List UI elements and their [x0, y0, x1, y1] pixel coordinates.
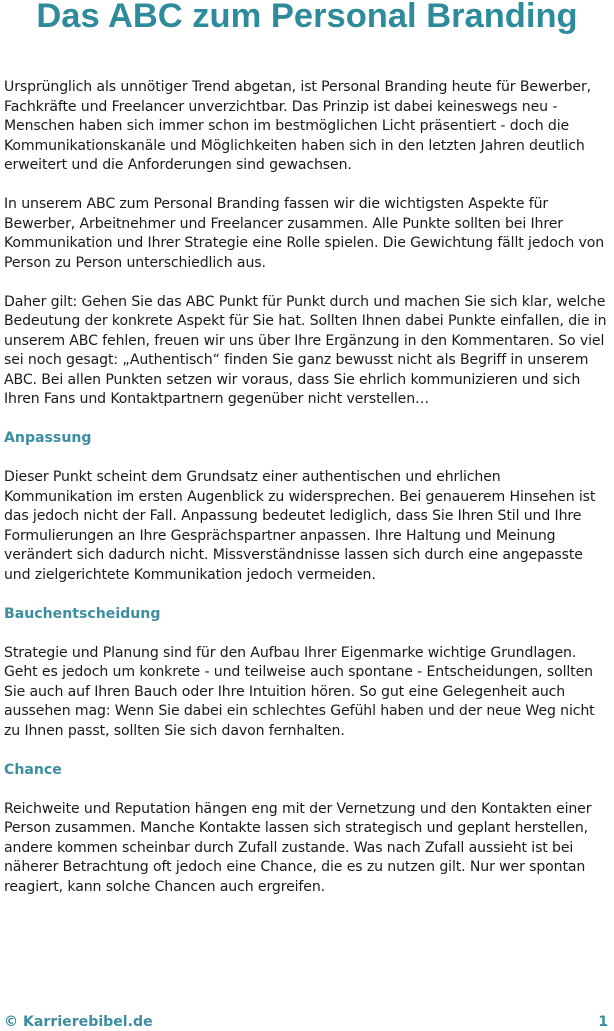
intro-paragraph-3: Daher gilt: Gehen Sie das ABC Punkt für Punkt durch und machen Sie sich klar, welche Bedeutung der konkrete Aspekt für Sie hat. Sollten Ihnen dabei Punkte einfallen, die in unserem ABC fehlen, freuen wir uns über Ihre Ergänzung in den Kommentaren. So viel sei noch gesagt: „Authentisch“ finden Sie ganz bewusst nicht als Begriff in unserem ABC. Bei allen Punkten setzen wir voraus, dass Sie ehrlich kommunizieren und sich Ihren Fans und Kontaktpartnern gegenüber nicht verstellen…	[4, 293, 607, 407]
page-title: Das ABC zum Personal Branding	[36, 0, 578, 35]
footer-copyright: © Karrierebibel.de	[4, 1014, 153, 1030]
section-text-bauchentscheidung: Strategie und Planung sind für den Aufbau Ihrer Eigenmarke wichtige Grundlagen. Geht es jedoch um konkrete - und teilweise auch spontane - Entscheidungen, sollten Sie auch auf Ihren Bauch oder Ihre Intuition hören. So gut eine Gelegenheit auch aussehen mag: Wenn Sie dabei ein schlechtes Gefühl haben und der neue Weg nicht zu Ihnen passt, sollten Sie sich davon fernhalten.	[4, 644, 595, 739]
section-heading-chance: Chance	[4, 761, 62, 778]
section-text-chance: Reichweite und Reputation hängen eng mit der Vernetzung und den Kontakten einer Person zusammen. Manche Kontakte lassen sich strategisch und geplant herstellen, andere kommen scheinbar durch Zufall zustande. Was nach Zufall aussieht ist bei näherer Betrachtung oft jedoch eine Chance, die es zu nutzen gilt. Nur wer spontan reagiert, kann solche Chancen auch ergreifen.	[4, 800, 592, 895]
section-text-anpassung: Dieser Punkt scheint dem Grundsatz einer authentischen und ehrlichen Kommunikation im ersten Augenblick zu widersprechen. Bei genauerem Hinsehen ist das jedoch nicht der Fall. Anpassung bedeutet lediglich, dass Sie Ihren Stil und Ihre Formulierungen an Ihre Gesprächspartner anpassen. Ihre Haltung und Meinung verändert sich dadurch nicht. Missverständnisse lassen sich durch eine angepasste und zielgerichtete Kommunikation jedoch vermeiden.	[4, 469, 596, 583]
section-heading-bauchentscheidung: Bauchentscheidung	[4, 605, 161, 622]
intro-paragraph-2: In unserem ABC zum Personal Branding fassen wir die wichtigsten Aspekte für Bewerber, Arbeitnehmer und Freelancer zusammen. Alle Punkte sollten bei Ihrer Kommunikation und Ihrer Strategie eine Rolle spielen. Die Gewichtung fällt jedoch von Person zu Person unterschiedlich aus.	[4, 196, 605, 271]
intro-paragraph-1: Ursprünglich als unnötiger Trend abgetan, ist Personal Branding heute für Bewerber, Fachkräfte und Freelancer unverzichtbar. Das Prinzip ist dabei keineswegs neu - Menschen haben sich immer schon im bestmöglichen Licht präsentiert - doch die Kommunikationskanäle und Möglichkeiten haben sich in den letzten Jahren deutlich erweitert und die Anforderungen sind gewachsen.	[4, 79, 591, 173]
page-number: 1	[598, 1014, 608, 1030]
section-heading-anpassung: Anpassung	[4, 430, 92, 446]
article-body	[4, 78, 612, 917]
